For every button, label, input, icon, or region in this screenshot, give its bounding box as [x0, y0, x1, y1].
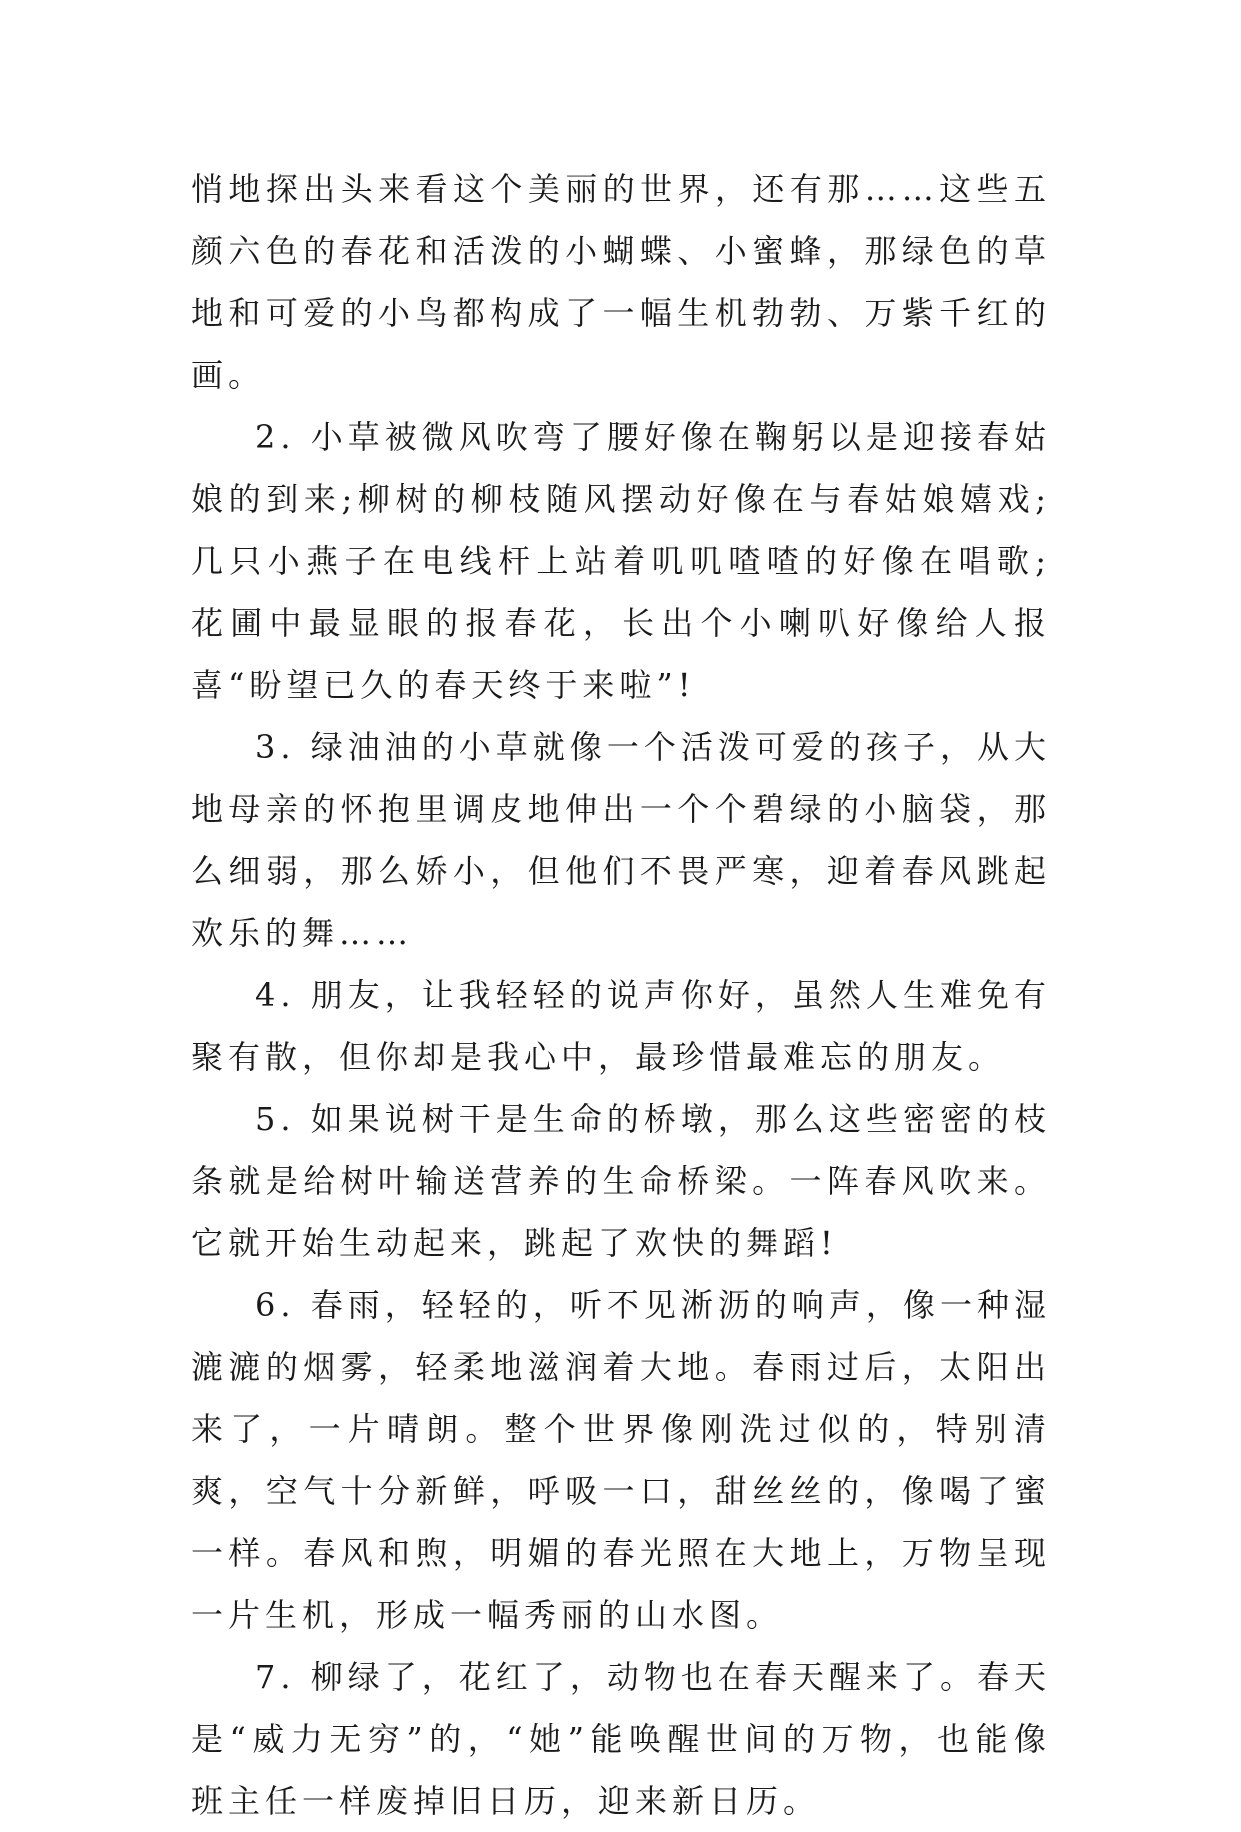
- paragraph-item-4: 4. 朋友，让我轻轻的说声你好，虽然人生难免有聚有散，但你却是我心中，最珍惜最难忘的朋友。: [191, 976, 1051, 1076]
- paragraph-item-5: 5. 如果说树干是生命的桥墩，那么这些密密的枝条就是给树叶输送营养的生命桥梁。一阵春风吹来。它就开始生动起来，跳起了欢快的舞蹈!: [191, 1100, 1051, 1262]
- paragraph-item-3: 3. 绿油油的小草就像一个活泼可爱的孩子，从大地母亲的怀抱里调皮地伸出一个个碧绿的小脑袋，那么细弱，那么娇小，但他们不畏严寒，迎着春风跳起欢乐的舞……: [191, 728, 1051, 952]
- paragraph-item-6: 6. 春雨，轻轻的，听不见淅沥的响声，像一种湿漉漉的烟雾，轻柔地滋润着大地。春雨过后，太阳出来了，一片晴朗。整个世界像刚洗过似的，特别清爽，空气十分新鲜，呼吸一口，甜丝丝的，像喝了蜜一样。春风和煦，明媚的春光照在大地上，万物呈现一片生机，形成一幅秀丽的山水图。: [191, 1286, 1051, 1634]
- paragraph-item-2: 2. 小草被微风吹弯了腰好像在鞠躬以是迎接春姑娘的到来;柳树的柳枝随风摆动好像在与春姑娘嬉戏;几只小燕子在电线杆上站着叽叽喳喳的好像在唱歌;花圃中最显眼的报春花，长出个小喇叭好像给人报喜“盼望已久的春天终于来啦”!: [191, 418, 1051, 704]
- paragraph-item-7: 7. 柳绿了，花红了，动物也在春天醒来了。春天是“威力无穷”的，“她”能唤醒世间的万物，也能像班主任一样废掉旧日历，迎来新日历。: [191, 1658, 1051, 1820]
- document-body: [191, 158, 1051, 1832]
- paragraph-continued: 悄地探出头来看这个美丽的世界，还有那……这些五颜六色的春花和活泼的小蝴蝶、小蜜蜂，那绿色的草地和可爱的小鸟都构成了一幅生机勃勃、万紫千红的画。: [191, 170, 1051, 394]
